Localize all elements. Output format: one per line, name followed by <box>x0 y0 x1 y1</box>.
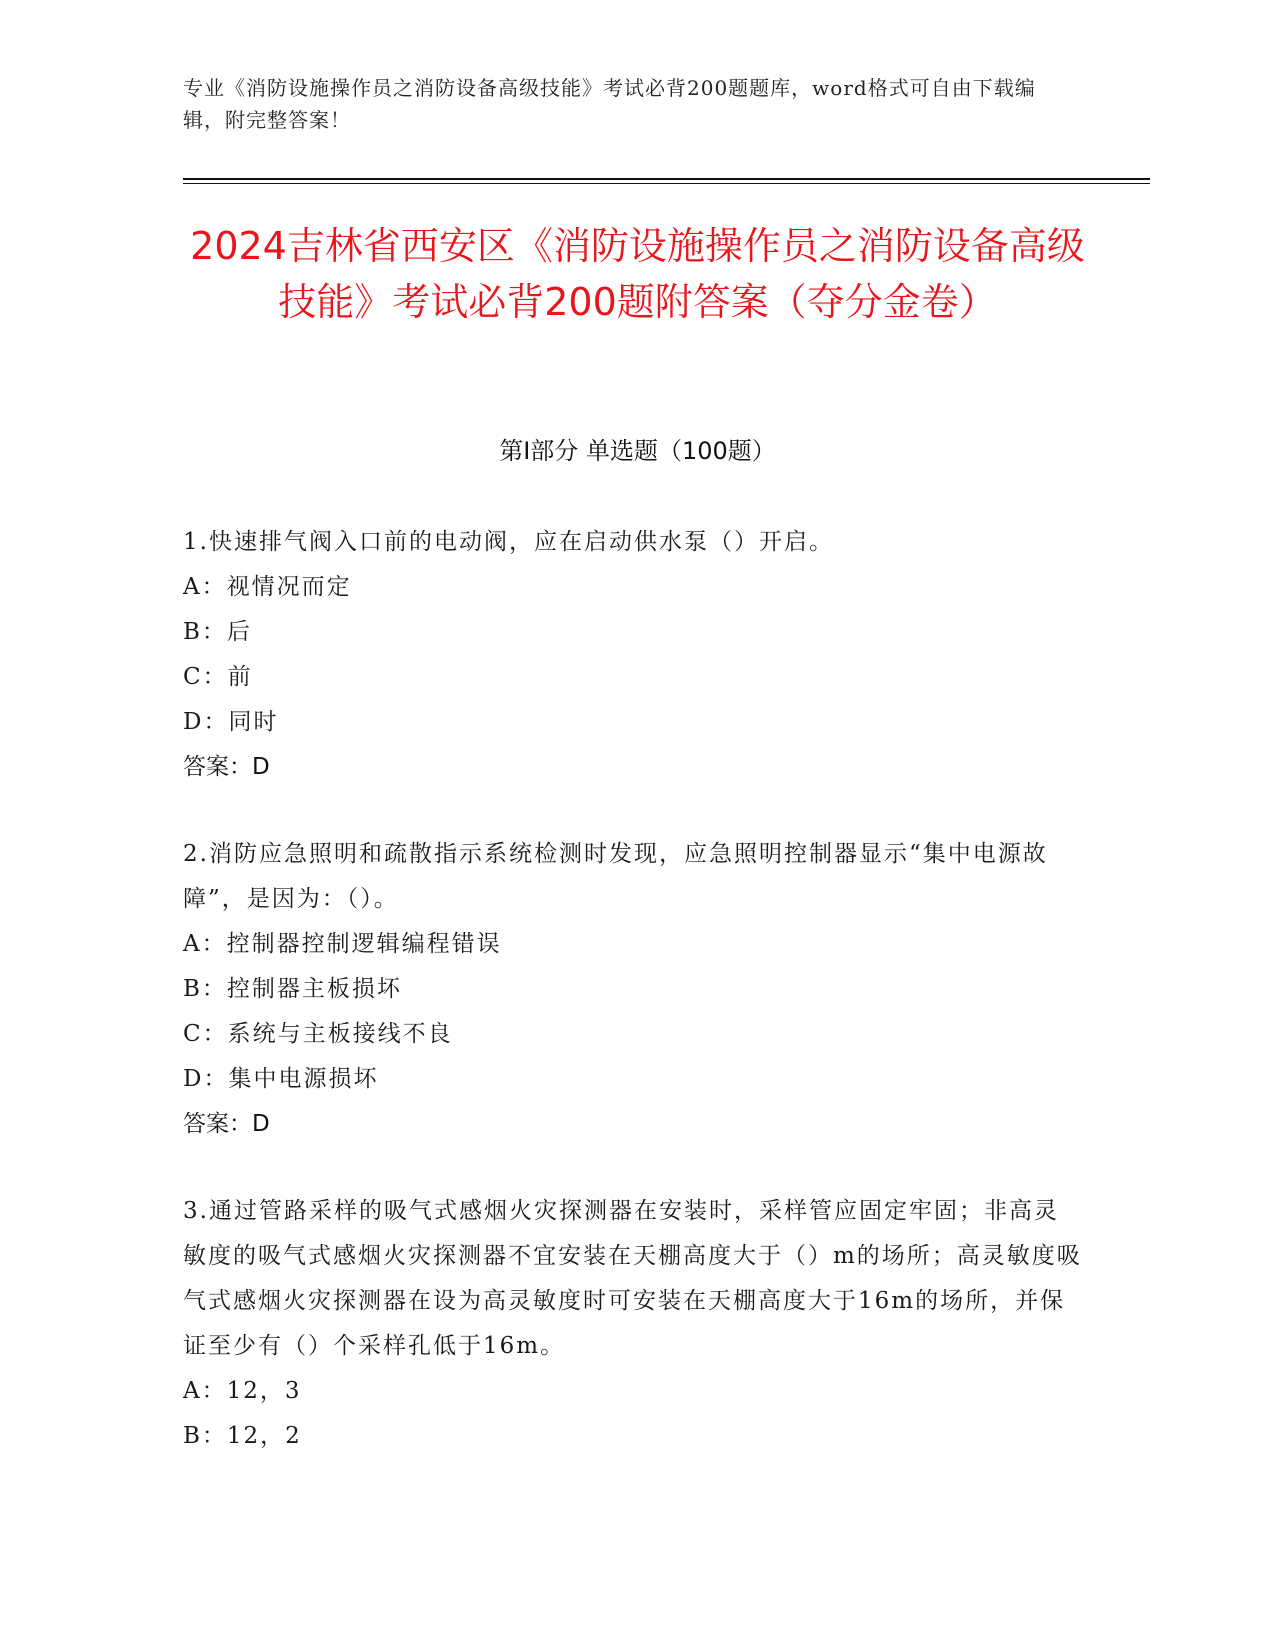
document-title: 2024吉林省西安区《消防设施操作员之消防设备高级技能》考试必背200题附答案（夺分金卷） <box>190 224 1085 324</box>
option-d: D：同时 <box>183 709 279 735</box>
question-3 <box>183 1189 1083 1459</box>
header-note: 专业《消防设施操作员之消防设备高级技能》考试必背200题题库，word格式可自由下载编辑，附完整答案！ <box>183 76 1036 132</box>
header-rule-thin <box>183 183 1150 184</box>
option-a: A：12，3 <box>183 1378 302 1404</box>
option-c: C：前 <box>183 664 253 690</box>
option-c: C：系统与主板接线不良 <box>183 1021 453 1047</box>
header-rule-thick <box>183 178 1150 180</box>
option-d: D：集中电源损坏 <box>183 1066 379 1092</box>
option-b: B：后 <box>183 619 252 645</box>
option-a: A：视情况而定 <box>183 574 352 600</box>
question-stem: 2.消防应急照明和疏散指示系统检测时发现，应急照明控制器显示“集中电源故障”，是因为：（）。 <box>183 841 1048 912</box>
question-2 <box>183 832 1083 1147</box>
question-list <box>183 520 1083 1501</box>
section-title: 第I部分 单选题（100题） <box>499 437 776 465</box>
question-1 <box>183 520 1083 790</box>
question-stem: 3.通过管路采样的吸气式感烟火灾探测器在安装时，采样管应固定牢固；非高灵敏度的吸气式感烟火灾探测器不宜安装在天棚高度大于（）m的场所；高灵敏度吸气式感烟火灾探测器在设为高灵敏度时可安装在天棚高度大于16m的场所，并保证至少有（）个采样孔低于16m。 <box>183 1198 1082 1359</box>
answer: 答案：D <box>183 1111 270 1137</box>
question-stem: 1.快速排气阀入口前的电动阀，应在启动供水泵（）开启。 <box>183 529 834 555</box>
option-b: B：12，2 <box>183 1423 302 1449</box>
option-b: B：控制器主板损坏 <box>183 976 402 1002</box>
option-a: A：控制器控制逻辑编程错误 <box>183 931 502 957</box>
answer: 答案：D <box>183 754 270 780</box>
